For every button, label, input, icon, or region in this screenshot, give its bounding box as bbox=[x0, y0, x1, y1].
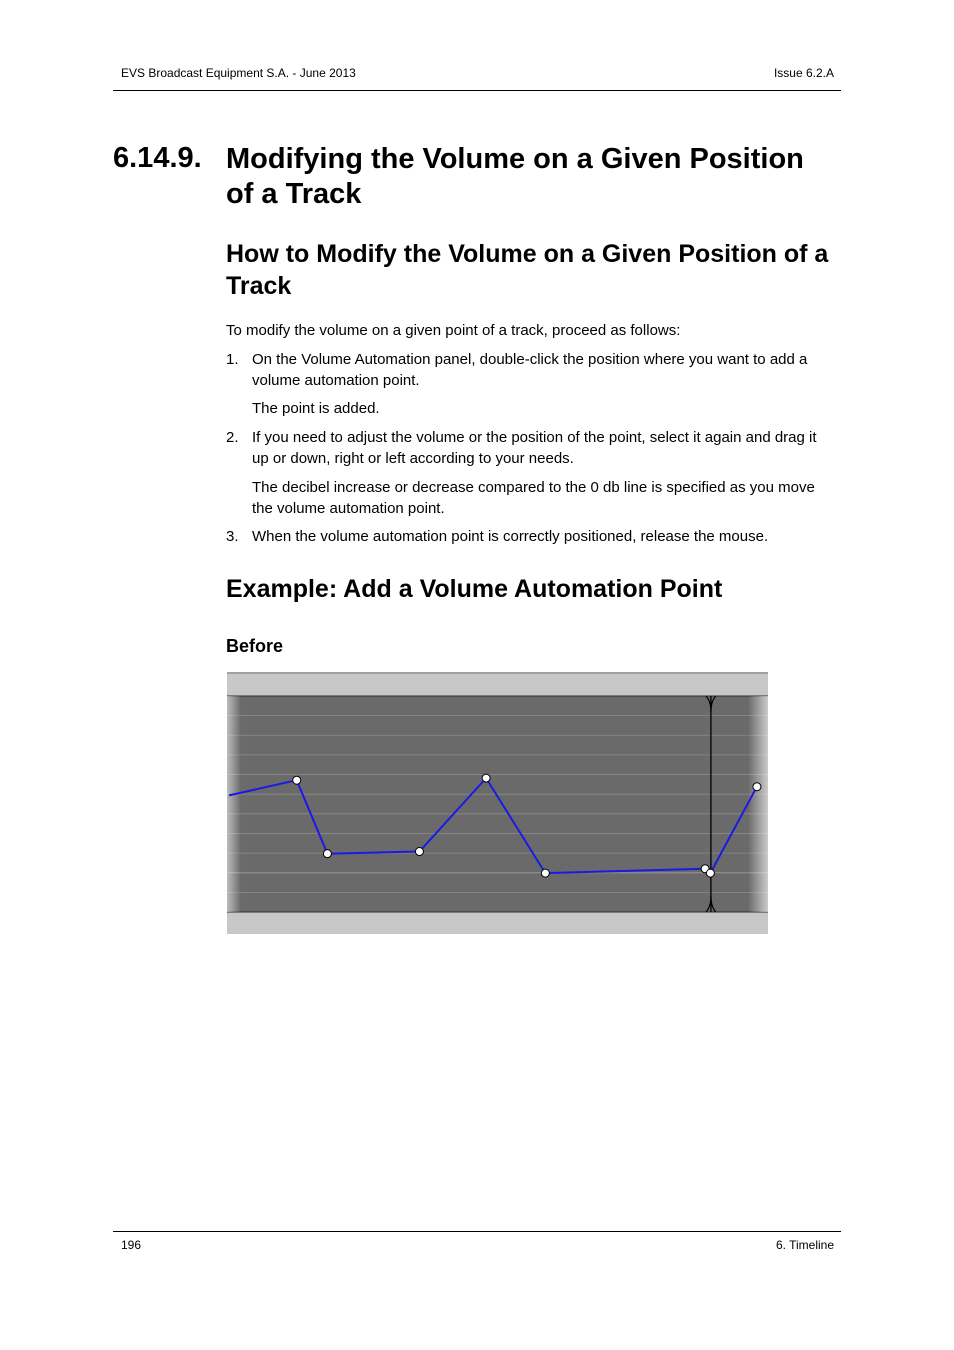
header-left: EVS Broadcast Equipment S.A. - June 2013 bbox=[121, 66, 356, 80]
automation-point-handle[interactable] bbox=[541, 869, 549, 877]
automation-point-handle[interactable] bbox=[706, 869, 714, 877]
automation-area[interactable] bbox=[227, 696, 768, 912]
automation-point-handle[interactable] bbox=[482, 774, 490, 782]
volume-automation-figure bbox=[227, 672, 768, 934]
howto-intro: To modify the volume on a given point of a track, proceed as follows: bbox=[226, 322, 681, 339]
step-number: 3. bbox=[226, 528, 239, 545]
automation-point-handle[interactable] bbox=[293, 776, 301, 784]
howto-heading: How to Modify the Volume on a Given Position of a Track bbox=[226, 240, 829, 300]
automation-point-handle[interactable] bbox=[323, 850, 331, 858]
example-heading: Example: Add a Volume Automation Point bbox=[226, 575, 723, 603]
page-number: 196 bbox=[121, 1238, 142, 1252]
automation-point-handle[interactable] bbox=[415, 848, 423, 856]
track-header-bar bbox=[227, 672, 768, 696]
section-number: 6.14.9. bbox=[113, 142, 202, 174]
header-right: Issue 6.2.A bbox=[773, 66, 834, 80]
right-fade bbox=[748, 696, 768, 912]
step-2-result: The decibel increase or decrease compared to the 0 db line is specified as you move the volume automation point. bbox=[252, 479, 815, 517]
section-title: Modifying the Volume on a Given Position of a Track bbox=[226, 143, 804, 210]
before-label: Before bbox=[226, 636, 284, 656]
step-number: 1. bbox=[226, 351, 239, 368]
footer-rule bbox=[113, 1231, 841, 1232]
volume-automation-panel bbox=[227, 672, 768, 934]
step-1-result: The point is added. bbox=[252, 400, 380, 417]
step-text: When the volume automation point is correctly positioned, release the mouse. bbox=[252, 528, 769, 545]
automation-point-handle[interactable] bbox=[753, 783, 761, 791]
track-footer-bar bbox=[227, 912, 768, 934]
step-number: 2. bbox=[226, 429, 239, 446]
left-fade bbox=[227, 696, 241, 912]
footer-chapter: 6. Timeline bbox=[775, 1238, 834, 1252]
step-text: On the Volume Automation panel, double-click the position where you want to add a volume automation point. bbox=[252, 351, 808, 389]
header-rule bbox=[113, 90, 841, 91]
step-text: If you need to adjust the volume or the position of the point, select it again and drag it up or down, right or left according to your needs. bbox=[252, 429, 817, 467]
